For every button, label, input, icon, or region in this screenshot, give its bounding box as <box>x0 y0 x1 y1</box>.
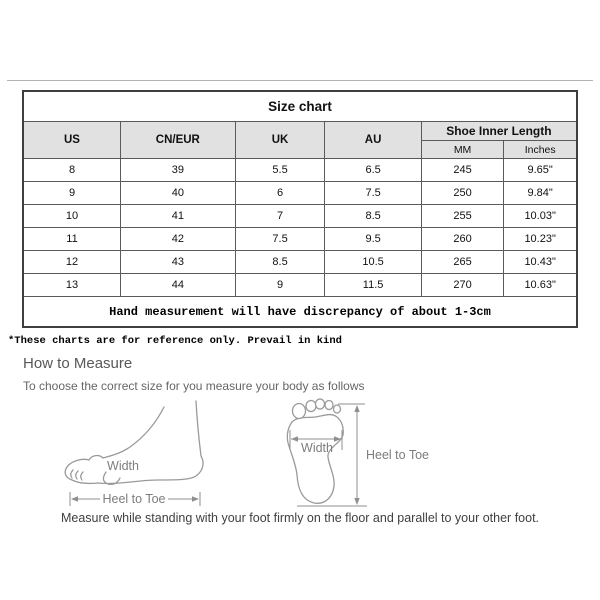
table-cell: 9.65" <box>504 159 577 182</box>
big-toe-icon <box>293 404 306 419</box>
table-cell: 5.5 <box>235 159 325 182</box>
table-cell: 13 <box>23 274 121 297</box>
table-cell: 9.5 <box>325 228 421 251</box>
toe-icon <box>334 405 341 413</box>
table-cell: 43 <box>121 251 236 274</box>
table-cell: 39 <box>121 159 236 182</box>
table-title-row <box>23 91 577 122</box>
table-note-row <box>23 297 577 328</box>
table-cell: 10.03" <box>504 205 577 228</box>
table-cell: 11 <box>23 228 121 251</box>
table-cell: 8 <box>23 159 121 182</box>
side-view-heel-to-toe-label: Heel to Toe <box>102 492 166 506</box>
table-cell: 7 <box>235 205 325 228</box>
table-cell: 9 <box>235 274 325 297</box>
table-cell: 10.63" <box>504 274 577 297</box>
table-cell: 11.5 <box>325 274 421 297</box>
top-view-width-label: Width <box>301 441 333 455</box>
table-cell: 12 <box>23 251 121 274</box>
footprint-outline <box>287 415 343 504</box>
table-cell: 260 <box>421 228 504 251</box>
arrowhead-right-icon <box>192 496 199 501</box>
top-view-heel-to-toe-label: Heel to Toe <box>366 448 430 462</box>
toe-lines <box>71 470 83 480</box>
separator-line <box>7 80 593 81</box>
table-cell: 10.23" <box>504 228 577 251</box>
size-chart-table <box>22 90 578 328</box>
table-row <box>23 205 577 228</box>
toe-icon <box>316 399 325 409</box>
toe-icon <box>306 401 316 412</box>
table-cell: 8.5 <box>325 205 421 228</box>
table-cell: 7.5 <box>235 228 325 251</box>
column-header-cn-eur: CN/EUR <box>121 122 236 159</box>
how-to-measure-heading: How to Measure <box>23 355 133 372</box>
table-cell: 10 <box>23 205 121 228</box>
table-cell: 42 <box>121 228 236 251</box>
column-header-au: AU <box>325 122 421 159</box>
table-cell: 7.5 <box>325 182 421 205</box>
table-cell: 10.5 <box>325 251 421 274</box>
table-note: Hand measurement will have discrepancy of about 1-3cm <box>23 297 577 328</box>
column-header-shoe-inner-length: Shoe Inner Length <box>421 122 577 141</box>
column-header-us: US <box>23 122 121 159</box>
table-title: Size chart <box>23 91 577 122</box>
table-cell: 6.5 <box>325 159 421 182</box>
column-header-uk: UK <box>235 122 325 159</box>
disclaimer-text: *These charts are for reference only. Prevail in kind <box>8 335 342 347</box>
ball-curve <box>103 472 120 484</box>
toe-icon <box>325 401 333 410</box>
side-view-width-label: Width <box>107 459 139 473</box>
table-row <box>23 159 577 182</box>
table-cell: 41 <box>121 205 236 228</box>
arrowhead-down-icon <box>354 498 359 505</box>
table-cell: 10.43" <box>504 251 577 274</box>
footprint-top-view-diagram <box>283 393 453 515</box>
table-cell: 265 <box>421 251 504 274</box>
table-row <box>23 251 577 274</box>
how-to-measure-intro: To choose the correct size for you measure your body as follows <box>23 379 365 393</box>
foot-side-view-diagram <box>58 395 218 510</box>
table-cell: 9 <box>23 182 121 205</box>
table-cell: 245 <box>421 159 504 182</box>
table-cell: 44 <box>121 274 236 297</box>
arrowhead-up-icon <box>354 405 359 412</box>
measure-caption: Measure while standing with your foot firmly on the floor and parallel to your other foot. <box>60 511 540 525</box>
arrowhead-left-icon <box>71 496 78 501</box>
column-header-mm: MM <box>421 141 504 159</box>
column-header-inches: Inches <box>504 141 577 159</box>
table-cell: 250 <box>421 182 504 205</box>
table-row <box>23 274 577 297</box>
arrowhead-left-icon <box>291 436 298 441</box>
table-header-row <box>23 122 577 141</box>
table-cell: 8.5 <box>235 251 325 274</box>
table-cell: 9.84" <box>504 182 577 205</box>
table-cell: 270 <box>421 274 504 297</box>
table-cell: 6 <box>235 182 325 205</box>
table-cell: 255 <box>421 205 504 228</box>
table-cell: 40 <box>121 182 236 205</box>
table-row <box>23 182 577 205</box>
table-row <box>23 228 577 251</box>
